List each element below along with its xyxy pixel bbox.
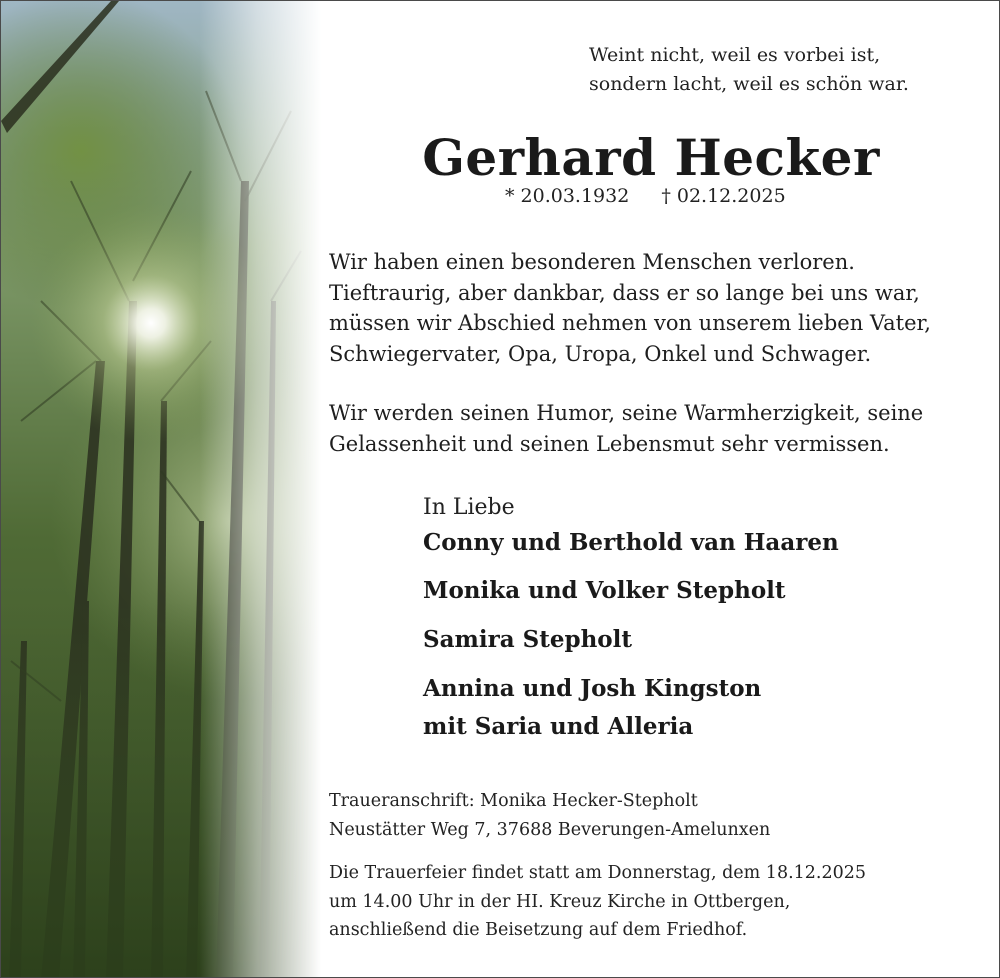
address-line: Traueranschrift: Monika Hecker-Stepholt [329,791,698,811]
paragraph-line: Tieftraurig, aber dankbar, dass er so lange bei uns war, [329,280,920,305]
motto-line: sondern lacht, weil es schön war. [589,73,909,95]
photo-fade-overlay [1,1,321,978]
mourner-name: mit Saria und Alleria [423,713,694,740]
motto-quote [589,41,969,99]
paragraph-line: Gelassenheit und seinen Lebensmut sehr vermissen. [329,431,890,456]
funeral-service-info [329,859,866,945]
paragraph-line: Wir haben einen besonderen Menschen verloren. [329,250,855,274]
paragraph-line: Schwiegervater, Opa, Uropa, Onkel und Schwager. [329,341,872,366]
forest-sunlight-image [1,1,321,978]
paragraph-line: müssen wir Abschied nehmen von unserem lieben Vater, [329,311,931,335]
deceased-name: Gerhard Hecker [422,128,880,187]
mourner-name: Samira Stepholt [423,626,632,653]
mourner-name: Annina und Josh Kingston [423,675,762,702]
address-line: Neustätter Weg 7, 37688 Beverungen-Amelunxen [329,819,771,840]
service-line: anschließend die Beisetzung auf dem Friedhof. [329,920,748,940]
farewell-paragraph [329,247,989,369]
death-date: † 02.12.2025 [661,185,786,207]
life-dates [505,185,786,207]
notice-text [329,1,989,978]
birth-date: * 20.03.1932 [505,185,630,207]
in-love-label: In Liebe [423,495,515,520]
mourning-address [329,787,770,844]
motto-line: Weint nicht, weil es vorbei ist, [589,44,881,66]
mourner-name: Conny und Berthold van Haaren [423,529,839,556]
paragraph-line: Wir werden seinen Humor, seine Warmherzigkeit, seine [329,401,924,425]
mourner-name: Monika und Volker Stepholt [423,577,786,604]
remembrance-paragraph [329,398,989,459]
service-line: Die Trauerfeier findet statt am Donnerstag, dem 18.12.2025 [329,863,867,883]
service-line: um 14.00 Uhr in der HI. Kreuz Kirche in Ottbergen, [329,891,791,912]
